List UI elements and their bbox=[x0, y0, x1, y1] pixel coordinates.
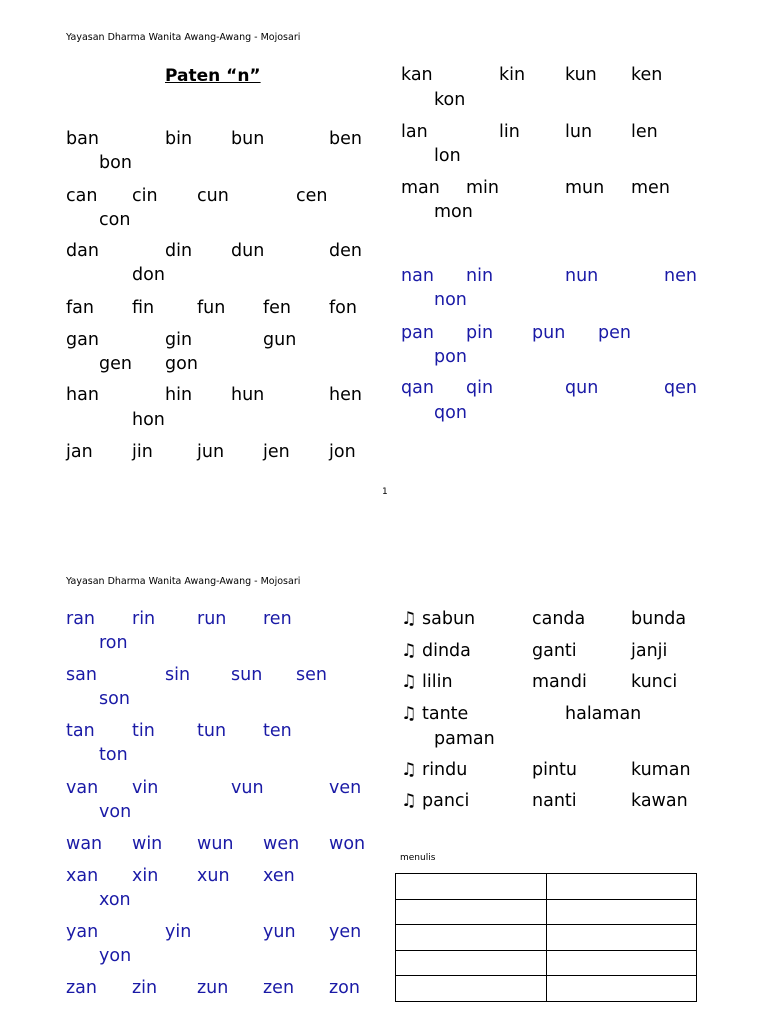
syllable: gon bbox=[165, 354, 198, 374]
syllable: con bbox=[99, 210, 131, 230]
syllable: cen bbox=[296, 186, 328, 206]
word: rindu bbox=[422, 760, 468, 780]
writing-cell[interactable] bbox=[396, 874, 547, 900]
syllable: gan bbox=[66, 330, 99, 350]
syllable: ben bbox=[329, 129, 362, 149]
syllable: qin bbox=[466, 378, 494, 398]
syllable: cin bbox=[132, 186, 158, 206]
syllable: hen bbox=[329, 385, 362, 405]
syllable: sun bbox=[231, 665, 263, 685]
writing-label: menulis bbox=[400, 853, 436, 863]
page-title: Paten “n” bbox=[165, 66, 261, 86]
table-row bbox=[396, 950, 697, 976]
writing-cell[interactable] bbox=[546, 874, 697, 900]
syllable: pen bbox=[598, 323, 631, 343]
syllable: vun bbox=[231, 778, 264, 798]
writing-grid bbox=[395, 873, 697, 1002]
word: bunda bbox=[631, 609, 687, 629]
syllable: qen bbox=[664, 378, 697, 398]
syllable: jun bbox=[197, 442, 225, 462]
word: halaman bbox=[565, 704, 642, 724]
syllable: kan bbox=[401, 65, 433, 85]
syllable: cun bbox=[197, 186, 229, 206]
syllable: zen bbox=[263, 978, 295, 998]
word: paman bbox=[434, 729, 495, 749]
syllable: bin bbox=[165, 129, 193, 149]
syllable: man bbox=[401, 178, 440, 198]
word: kuman bbox=[631, 760, 691, 780]
syllable: wen bbox=[263, 834, 300, 854]
syllable: hin bbox=[165, 385, 193, 405]
syllable: kun bbox=[565, 65, 597, 85]
syllable: hon bbox=[132, 410, 165, 430]
syllable: von bbox=[99, 802, 132, 822]
syllable: xin bbox=[132, 866, 159, 886]
syllable: gun bbox=[263, 330, 297, 350]
music-note-icon: ♫ bbox=[401, 641, 417, 661]
syllable: win bbox=[132, 834, 163, 854]
syllable: don bbox=[132, 265, 165, 285]
syllable: run bbox=[197, 609, 227, 629]
word: pintu bbox=[532, 760, 578, 780]
syllable: jan bbox=[66, 442, 93, 462]
syllable: qun bbox=[565, 378, 599, 398]
syllable: vin bbox=[132, 778, 159, 798]
writing-cell[interactable] bbox=[396, 925, 547, 951]
music-note-icon: ♫ bbox=[401, 609, 417, 629]
word: tante bbox=[422, 704, 469, 724]
page-header: Yayasan Dharma Wanita Awang-Awang - Mojosari bbox=[66, 576, 301, 587]
syllable: pon bbox=[434, 347, 467, 367]
syllable: ran bbox=[66, 609, 96, 629]
writing-cell[interactable] bbox=[396, 950, 547, 976]
syllable: fon bbox=[329, 298, 357, 318]
syllable: zun bbox=[197, 978, 229, 998]
syllable: yan bbox=[66, 922, 99, 942]
table-row bbox=[396, 925, 697, 951]
syllable: nan bbox=[401, 266, 434, 286]
syllable: ron bbox=[99, 633, 128, 653]
syllable: ten bbox=[263, 721, 292, 741]
word: nanti bbox=[532, 791, 577, 811]
syllable: yen bbox=[329, 922, 362, 942]
syllable: fen bbox=[263, 298, 292, 318]
page-header: Yayasan Dharma Wanita Awang-Awang - Mojosari bbox=[66, 32, 301, 43]
syllable: nun bbox=[565, 266, 599, 286]
word: dinda bbox=[422, 641, 471, 661]
syllable: yin bbox=[165, 922, 192, 942]
word: panci bbox=[422, 791, 470, 811]
syllable: lan bbox=[401, 122, 428, 142]
syllable: san bbox=[66, 665, 97, 685]
syllable: men bbox=[631, 178, 670, 198]
syllable: sen bbox=[296, 665, 327, 685]
syllable: qan bbox=[401, 378, 434, 398]
syllable: jin bbox=[132, 442, 153, 462]
syllable: den bbox=[329, 241, 362, 261]
syllable: xen bbox=[263, 866, 295, 886]
syllable: won bbox=[329, 834, 366, 854]
word: sabun bbox=[422, 609, 476, 629]
music-note-icon: ♫ bbox=[401, 672, 417, 692]
syllable: gen bbox=[99, 354, 132, 374]
syllable: ban bbox=[66, 129, 99, 149]
syllable: sin bbox=[165, 665, 191, 685]
word: mandi bbox=[532, 672, 587, 692]
syllable: mun bbox=[565, 178, 605, 198]
syllable: mon bbox=[434, 202, 473, 222]
syllable: yun bbox=[263, 922, 296, 942]
syllable: pan bbox=[401, 323, 434, 343]
syllable: zan bbox=[66, 978, 98, 998]
word: ganti bbox=[532, 641, 577, 661]
syllable: din bbox=[165, 241, 193, 261]
syllable: tan bbox=[66, 721, 95, 741]
syllable: bun bbox=[231, 129, 265, 149]
syllable: dun bbox=[231, 241, 265, 261]
syllable: fun bbox=[197, 298, 226, 318]
syllable: wun bbox=[197, 834, 234, 854]
table-row bbox=[396, 874, 697, 900]
syllable: han bbox=[66, 385, 99, 405]
syllable: nen bbox=[664, 266, 697, 286]
syllable: hun bbox=[231, 385, 265, 405]
syllable: len bbox=[631, 122, 658, 142]
syllable: kin bbox=[499, 65, 526, 85]
syllable: ven bbox=[329, 778, 362, 798]
syllable: kon bbox=[434, 90, 466, 110]
syllable: lin bbox=[499, 122, 520, 142]
syllable: wan bbox=[66, 834, 103, 854]
writing-cell[interactable] bbox=[546, 899, 697, 925]
syllable: can bbox=[66, 186, 98, 206]
table-row bbox=[396, 976, 697, 1002]
music-note-icon: ♫ bbox=[401, 704, 417, 724]
syllable: non bbox=[434, 290, 467, 310]
writing-cell[interactable] bbox=[396, 976, 547, 1002]
syllable: ken bbox=[631, 65, 663, 85]
word: canda bbox=[532, 609, 586, 629]
word: lilin bbox=[422, 672, 453, 692]
page-number: 1 bbox=[382, 487, 388, 497]
syllable: lun bbox=[565, 122, 593, 142]
syllable: yon bbox=[99, 946, 132, 966]
word: kawan bbox=[631, 791, 688, 811]
syllable: van bbox=[66, 778, 99, 798]
word: janji bbox=[631, 641, 668, 661]
syllable: qon bbox=[434, 403, 467, 423]
syllable: ren bbox=[263, 609, 292, 629]
syllable: dan bbox=[66, 241, 99, 261]
syllable: jen bbox=[263, 442, 290, 462]
syllable: pin bbox=[466, 323, 494, 343]
syllable: tin bbox=[132, 721, 155, 741]
syllable: xan bbox=[66, 866, 99, 886]
writing-cell[interactable] bbox=[546, 950, 697, 976]
table-row bbox=[396, 899, 697, 925]
writing-cell[interactable] bbox=[546, 925, 697, 951]
syllable: xun bbox=[197, 866, 230, 886]
music-note-icon: ♫ bbox=[401, 760, 417, 780]
syllable: rin bbox=[132, 609, 156, 629]
music-note-icon: ♫ bbox=[401, 791, 417, 811]
syllable: min bbox=[466, 178, 500, 198]
syllable: fin bbox=[132, 298, 155, 318]
syllable: gin bbox=[165, 330, 193, 350]
writing-cell[interactable] bbox=[546, 976, 697, 1002]
writing-cell[interactable] bbox=[396, 899, 547, 925]
syllable: xon bbox=[99, 890, 131, 910]
syllable: ton bbox=[99, 745, 128, 765]
syllable: zin bbox=[132, 978, 158, 998]
syllable: bon bbox=[99, 153, 132, 173]
syllable: son bbox=[99, 689, 130, 709]
syllable: fan bbox=[66, 298, 94, 318]
syllable: nin bbox=[466, 266, 494, 286]
syllable: tun bbox=[197, 721, 227, 741]
syllable: lon bbox=[434, 146, 461, 166]
word: kunci bbox=[631, 672, 678, 692]
syllable: pun bbox=[532, 323, 566, 343]
syllable: jon bbox=[329, 442, 356, 462]
syllable: zon bbox=[329, 978, 360, 998]
